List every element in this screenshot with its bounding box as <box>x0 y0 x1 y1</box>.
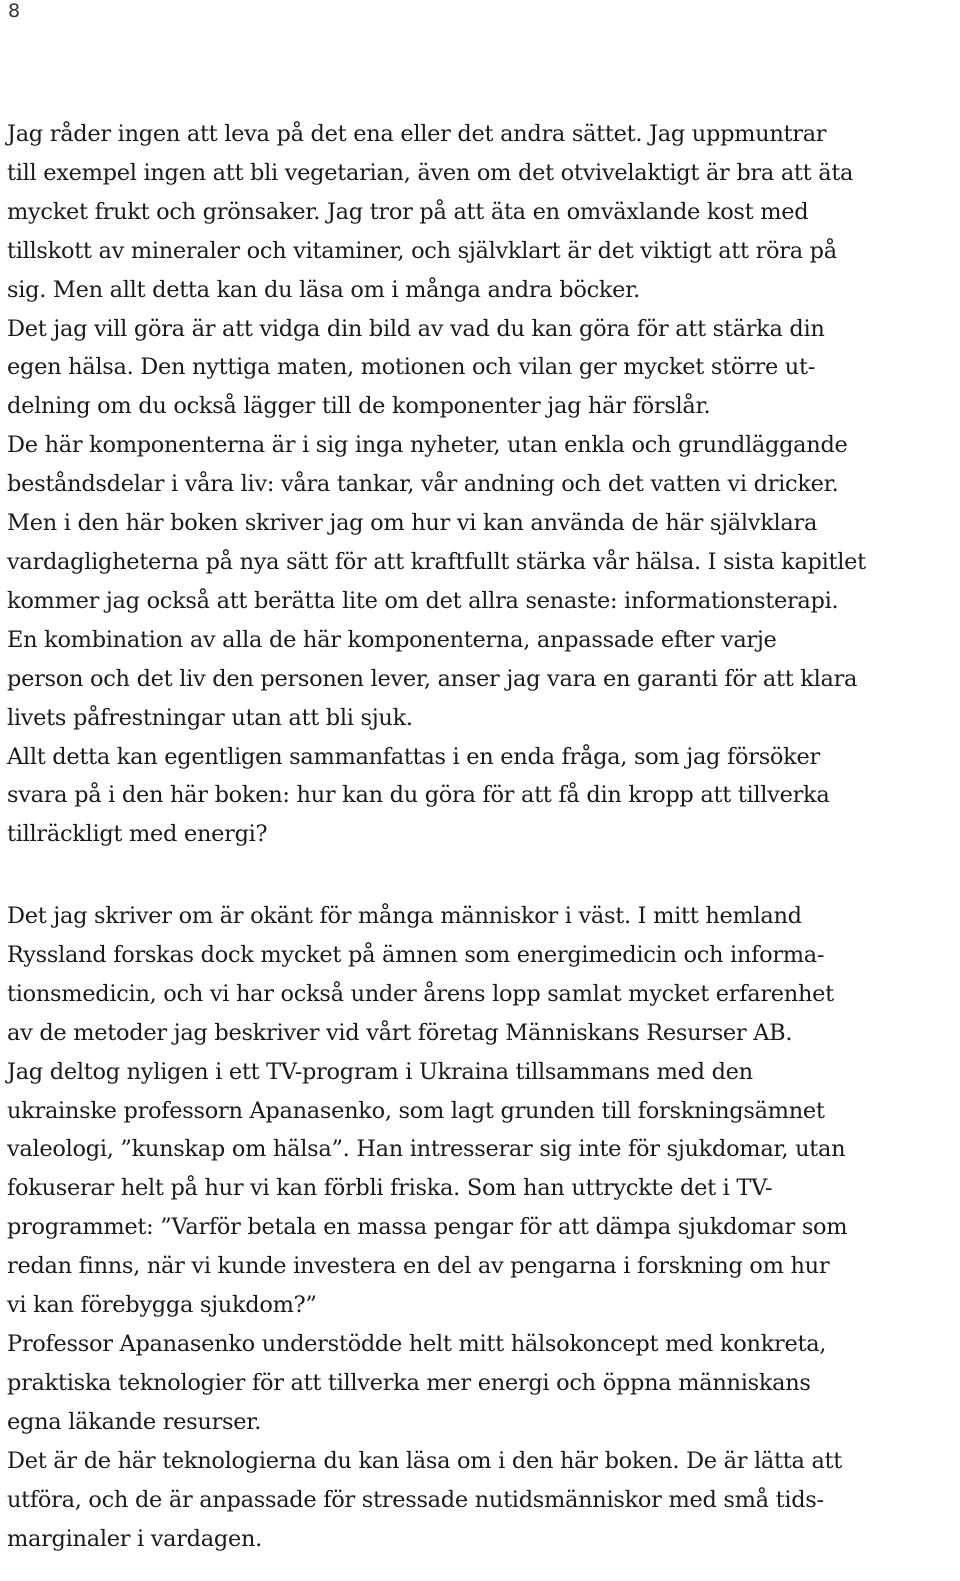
text-line: av de metoder jag beskriver vid vårt företag Människans Resurser AB. <box>7 1019 793 1046</box>
text-line: De här komponenterna är i sig inga nyheter, utan enkla och grundläggande <box>7 432 848 459</box>
text-line: livets påfrestningar utan att bli sjuk. <box>7 704 413 731</box>
second-text-block <box>7 897 957 1558</box>
text-line: till exempel ingen att bli vegetarian, även om det otvivelaktigt är bra att äta <box>7 159 854 186</box>
text-line: programmet: ”Varför betala en massa pengar för att dämpa sjukdomar som <box>7 1214 848 1241</box>
text-line: Men i den här boken skriver jag om hur vi kan använda de här självklara <box>7 510 818 537</box>
text-line: kommer jag också att berätta lite om det allra senaste: informationsterapi. <box>7 587 839 614</box>
text-line: vardagligheterna på nya sätt för att kraftfullt stärka vår hälsa. I sista kapitlet <box>7 548 866 575</box>
text-line: tillräckligt med energi? <box>7 821 268 848</box>
text-line: Jag råder ingen att leva på det ena eller det andra sättet. Jag uppmuntrar <box>7 121 827 147</box>
text-line: egna läkande resurser. <box>7 1408 262 1435</box>
text-line: delning om du också lägger till de komponenter jag här förslår. <box>7 393 711 420</box>
text-line: svara på i den här boken: hur kan du göra för att få din kropp att tillverka <box>7 782 830 809</box>
text-line: Allt detta kan egentligen sammanfattas i en enda fråga, som jag försöker <box>7 743 820 770</box>
text-line: egen hälsa. Den nyttiga maten, motionen och vilan ger mycket större ut- <box>7 354 816 381</box>
text-line: tionsmedicin, och vi har också under årens lopp samlat mycket erfarenhet <box>7 980 834 1007</box>
text-line: praktiska teknologier för att tillverka mer energi och öppna människans <box>7 1369 811 1396</box>
text-line: sig. Men allt detta kan du läsa om i många andra böcker. <box>7 276 641 303</box>
text-line: mycket frukt och grönsaker. Jag tror på att äta en omväxlande kost med <box>7 198 809 225</box>
text-line: ukrainske professorn Apanasenko, som lagt grunden till forskningsämnet <box>7 1097 825 1124</box>
text-line: Ryssland forskas dock mycket på ämnen som energimedicin och informa- <box>7 941 825 968</box>
text-line: redan finns, när vi kunde investera en del av pengarna i forskning om hur <box>7 1253 830 1280</box>
text-line: marginaler i vardagen. <box>7 1525 262 1552</box>
text-line: tillskott av mineraler och vitaminer, och självklart är det viktigt att röra på <box>7 237 837 264</box>
page-number: 8 <box>8 0 21 22</box>
text-line: fokuserar helt på hur vi kan förbli friska. Som han uttryckte det i TV- <box>7 1175 773 1202</box>
text-line: valeologi, ”kunskap om hälsa”. Han intresserar sig inte för sjukdomar, utan <box>7 1136 846 1163</box>
intro-text-block <box>7 115 957 854</box>
text-line: Det jag vill göra är att vidga din bild av vad du kan göra för att stärka din <box>7 315 825 342</box>
text-line: Det jag skriver om är okänt för många människor i väst. I mitt hemland <box>7 903 802 929</box>
text-line: Jag deltog nyligen i ett TV-program i Ukraina tillsammans med den <box>7 1058 753 1085</box>
text-line: utföra, och de är anpassade för stressade nutidsmänniskor med små tids- <box>7 1486 824 1513</box>
text-line: beståndsdelar i våra liv: våra tankar, vår andning och det vatten vi dricker. <box>7 471 839 498</box>
text-line: En kombination av alla de här komponenterna, anpassade efter varje <box>7 626 777 653</box>
text-line: vi kan förebygga sjukdom?” <box>7 1292 317 1319</box>
text-line: Professor Apanasenko understödde helt mitt hälsokoncept med konkreta, <box>7 1330 827 1357</box>
text-line: Det är de här teknologierna du kan läsa om i den här boken. De är lätta att <box>7 1447 843 1474</box>
text-line: person och det liv den personen lever, anser jag vara en garanti för att klara <box>7 665 858 692</box>
